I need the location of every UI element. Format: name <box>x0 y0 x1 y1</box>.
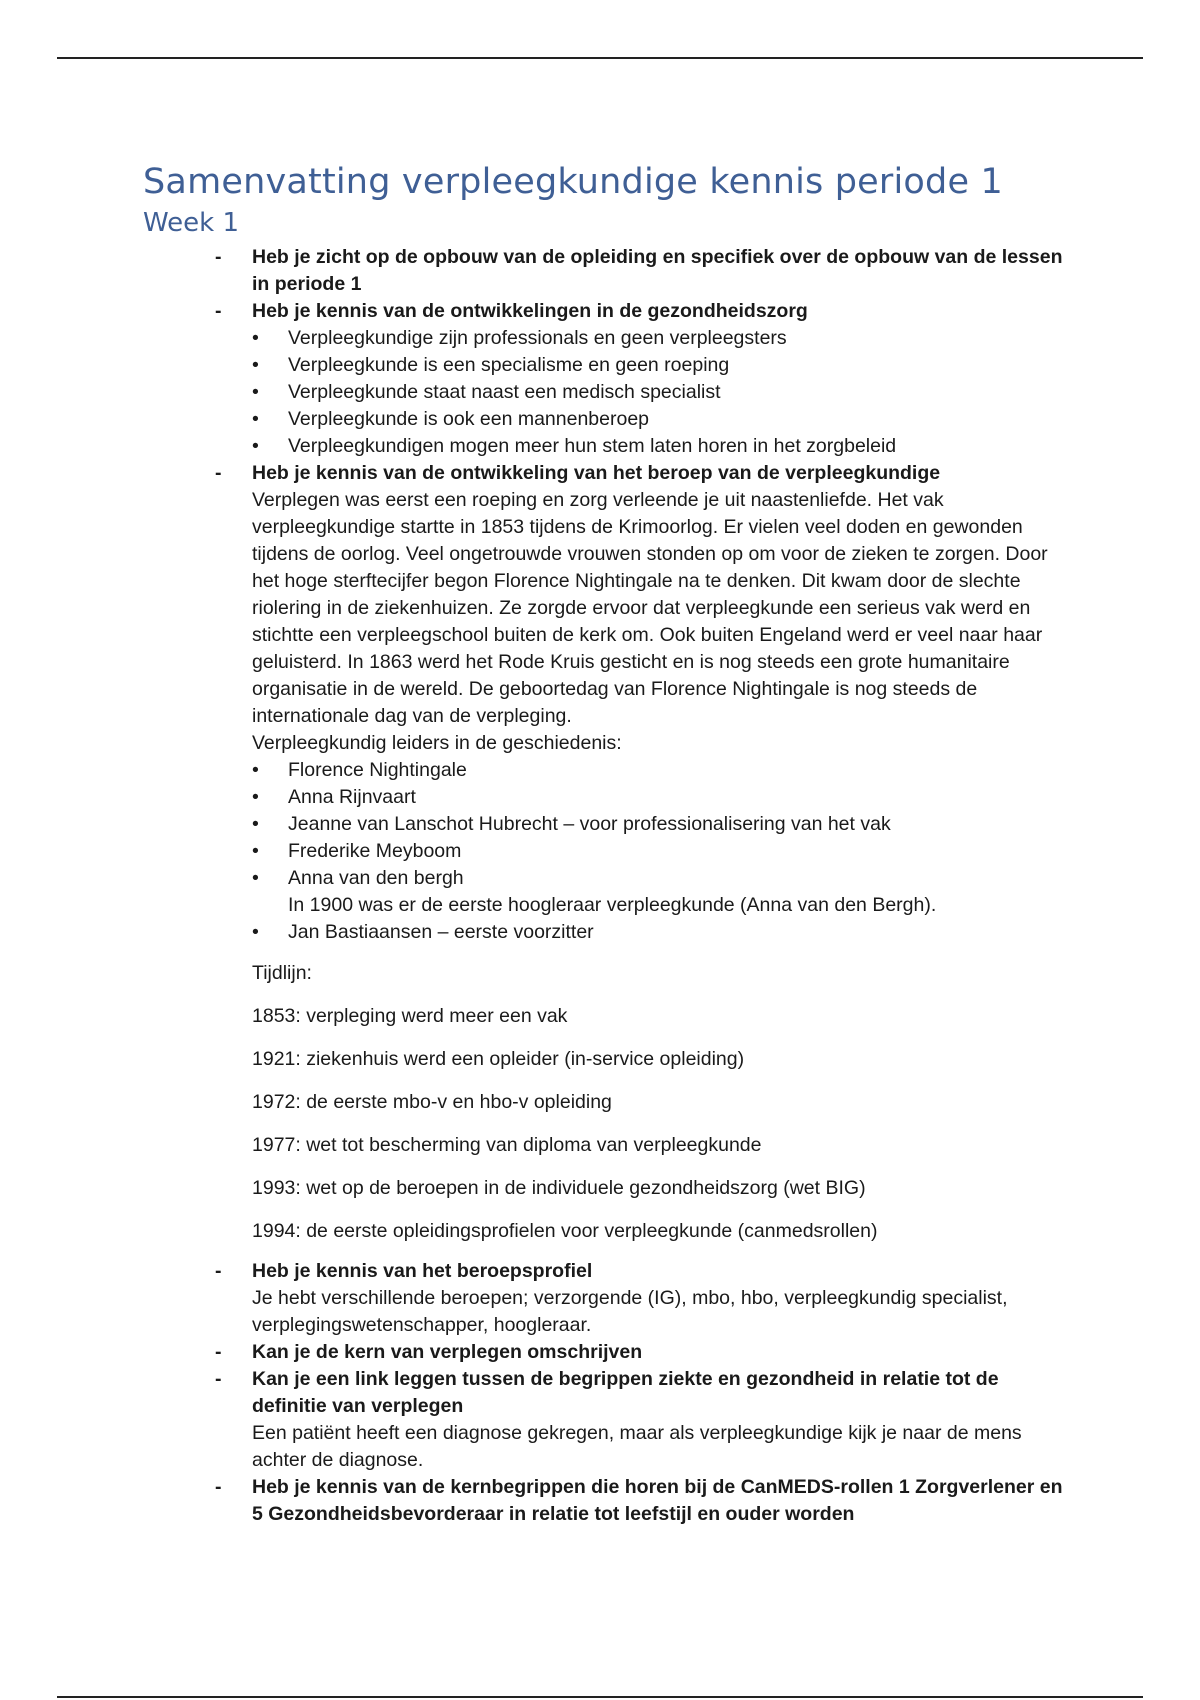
week-heading: Week 1 <box>143 208 240 238</box>
timeline-entry: 1972: de eerste mbo-v en hbo-v opleiding <box>252 1091 612 1113</box>
list-item: • Verpleegkunde is een specialisme en geen roeping <box>143 352 1063 379</box>
question-7 <box>143 1474 1063 1528</box>
question-text: Kan je de kern van verplegen omschrijven <box>252 1341 643 1363</box>
bullet-icon: • <box>252 921 259 943</box>
dash-marker: - <box>215 1341 222 1363</box>
question-text: Heb je zicht op de opbouw van de opleiding en specifiek over de opbouw van de lessen in periode 1 <box>252 246 1063 295</box>
document-body <box>143 160 1063 1528</box>
timeline-entry: 1994: de eerste opleidingsprofielen voor verpleegkunde (canmedsrollen) <box>252 1220 878 1242</box>
list-item: • Frederike Meyboom <box>143 838 1063 865</box>
document-title: Samenvatting verpleegkundige kennis periode 1 <box>143 162 1003 202</box>
question-text: Heb je kennis van de ontwikkeling van het beroep van de verpleegkundige <box>252 462 941 484</box>
question-4 <box>143 1258 1063 1285</box>
list-item: • Verpleegkundigen mogen meer hun stem laten horen in het zorgbeleid <box>143 433 1063 460</box>
bullet-icon: • <box>252 840 259 862</box>
question-text: Kan je een link leggen tussen de begrippen ziekte en gezondheid in relatie tot de definitie van verplegen <box>252 1368 999 1417</box>
question-5 <box>143 1339 1063 1366</box>
timeline-label: Tijdlijn: <box>252 962 312 984</box>
question-1 <box>143 244 1063 298</box>
list-item: • Anna Rijnvaart <box>143 784 1063 811</box>
leaders-list <box>143 757 1063 946</box>
bullet-icon: • <box>252 408 259 430</box>
bullet-icon: • <box>252 381 259 403</box>
leaders-intro: Verpleegkundig leiders in de geschiedenis: <box>252 732 622 754</box>
timeline <box>143 960 1063 1245</box>
bullet-icon: • <box>252 354 259 376</box>
timeline-entry: 1921: ziekenhuis werd een opleider (in-service opleiding) <box>252 1048 745 1070</box>
dash-marker: - <box>215 246 222 268</box>
question-2 <box>143 298 1063 325</box>
timeline-entry: 1853: verpleging werd meer een vak <box>252 1005 568 1027</box>
dash-marker: - <box>215 300 222 322</box>
bullet-icon: • <box>252 813 259 835</box>
question-text: Heb je kennis van het beroepsprofiel <box>252 1260 593 1282</box>
list-item: • Verpleegkunde is ook een mannenberoep <box>143 406 1063 433</box>
bullet-icon: • <box>252 327 259 349</box>
question-6 <box>143 1366 1063 1420</box>
list-item: • Verpleegkundige zijn professionals en geen verpleegsters <box>143 325 1063 352</box>
list-item: • Anna van den bergh In 1900 was er de eerste hoogleraar verpleegkunde (Anna van den Bergh). <box>143 865 1063 919</box>
timeline-entry: 1993: wet op de beroepen in de individuele gezondheidszorg (wet BIG) <box>252 1177 866 1199</box>
bullet-icon: • <box>252 867 259 889</box>
leader-note: In 1900 was er de eerste hoogleraar verpleegkunde (Anna van den Bergh). <box>288 894 937 916</box>
diagnosis-paragraph: Een patiënt heeft een diagnose gekregen, maar als verpleegkundige kijk je naar de mens achter de diagnose. <box>252 1422 1022 1471</box>
question-text: Heb je kennis van de kernbegrippen die horen bij de CanMEDS-rollen 1 Zorgverlener en 5 Gezondheidsbevorderaar in relatie tot leefstijl en ouder worden <box>252 1476 1063 1525</box>
developments-list <box>143 325 1063 460</box>
dash-marker: - <box>215 462 222 484</box>
bullet-icon: • <box>252 759 259 781</box>
list-item: • Verpleegkunde staat naast een medisch specialist <box>143 379 1063 406</box>
list-item: • Jeanne van Lanschot Hubrecht – voor professionalisering van het vak <box>143 811 1063 838</box>
history-paragraph: Verplegen was eerst een roeping en zorg verleende je uit naastenliefde. Het vak verpleegkundige startte in 1853 tijdens de Krimoorlog. Er vielen veel doden en gewonden tijdens de oorlog. Veel ongetrouwde vrouwen stonden op om voor de zieken te zorgen. Door het hoge sterftecijfer begon Florence Nightingale na te denken. Dit kwam door de slechte riolering in de ziekenhuizen. Ze zorgde ervoor dat verpleegkunde een serieus vak werd en stichtte een verpleegschool buiten de kerk om. Ook buiten Engeland werd er veel naar haar geluisterd. In 1863 werd het Rode Kruis gesticht en is nog steeds een grote humanitaire organisatie in de wereld. De geboortedag van Florence Nightingale is nog steeds de internationale dag van de verpleging. <box>252 489 1048 727</box>
bullet-icon: • <box>252 435 259 457</box>
dash-marker: - <box>215 1476 222 1498</box>
footer-rule <box>57 1696 1143 1698</box>
list-item: • Florence Nightingale <box>143 757 1063 784</box>
timeline-entry: 1977: wet tot bescherming van diploma van verpleegkunde <box>252 1134 762 1156</box>
dash-marker: - <box>215 1260 222 1282</box>
bullet-icon: • <box>252 786 259 808</box>
list-item: • Jan Bastiaansen – eerste voorzitter <box>143 919 1063 946</box>
question-3 <box>143 460 1063 487</box>
profession-paragraph: Je hebt verschillende beroepen; verzorgende (IG), mbo, hbo, verpleegkundig specialist, verplegingswetenschapper, hoogleraar. <box>252 1287 1008 1336</box>
header-rule <box>57 57 1143 59</box>
question-text: Heb je kennis van de ontwikkelingen in de gezondheidszorg <box>252 300 808 322</box>
dash-marker: - <box>215 1368 222 1390</box>
